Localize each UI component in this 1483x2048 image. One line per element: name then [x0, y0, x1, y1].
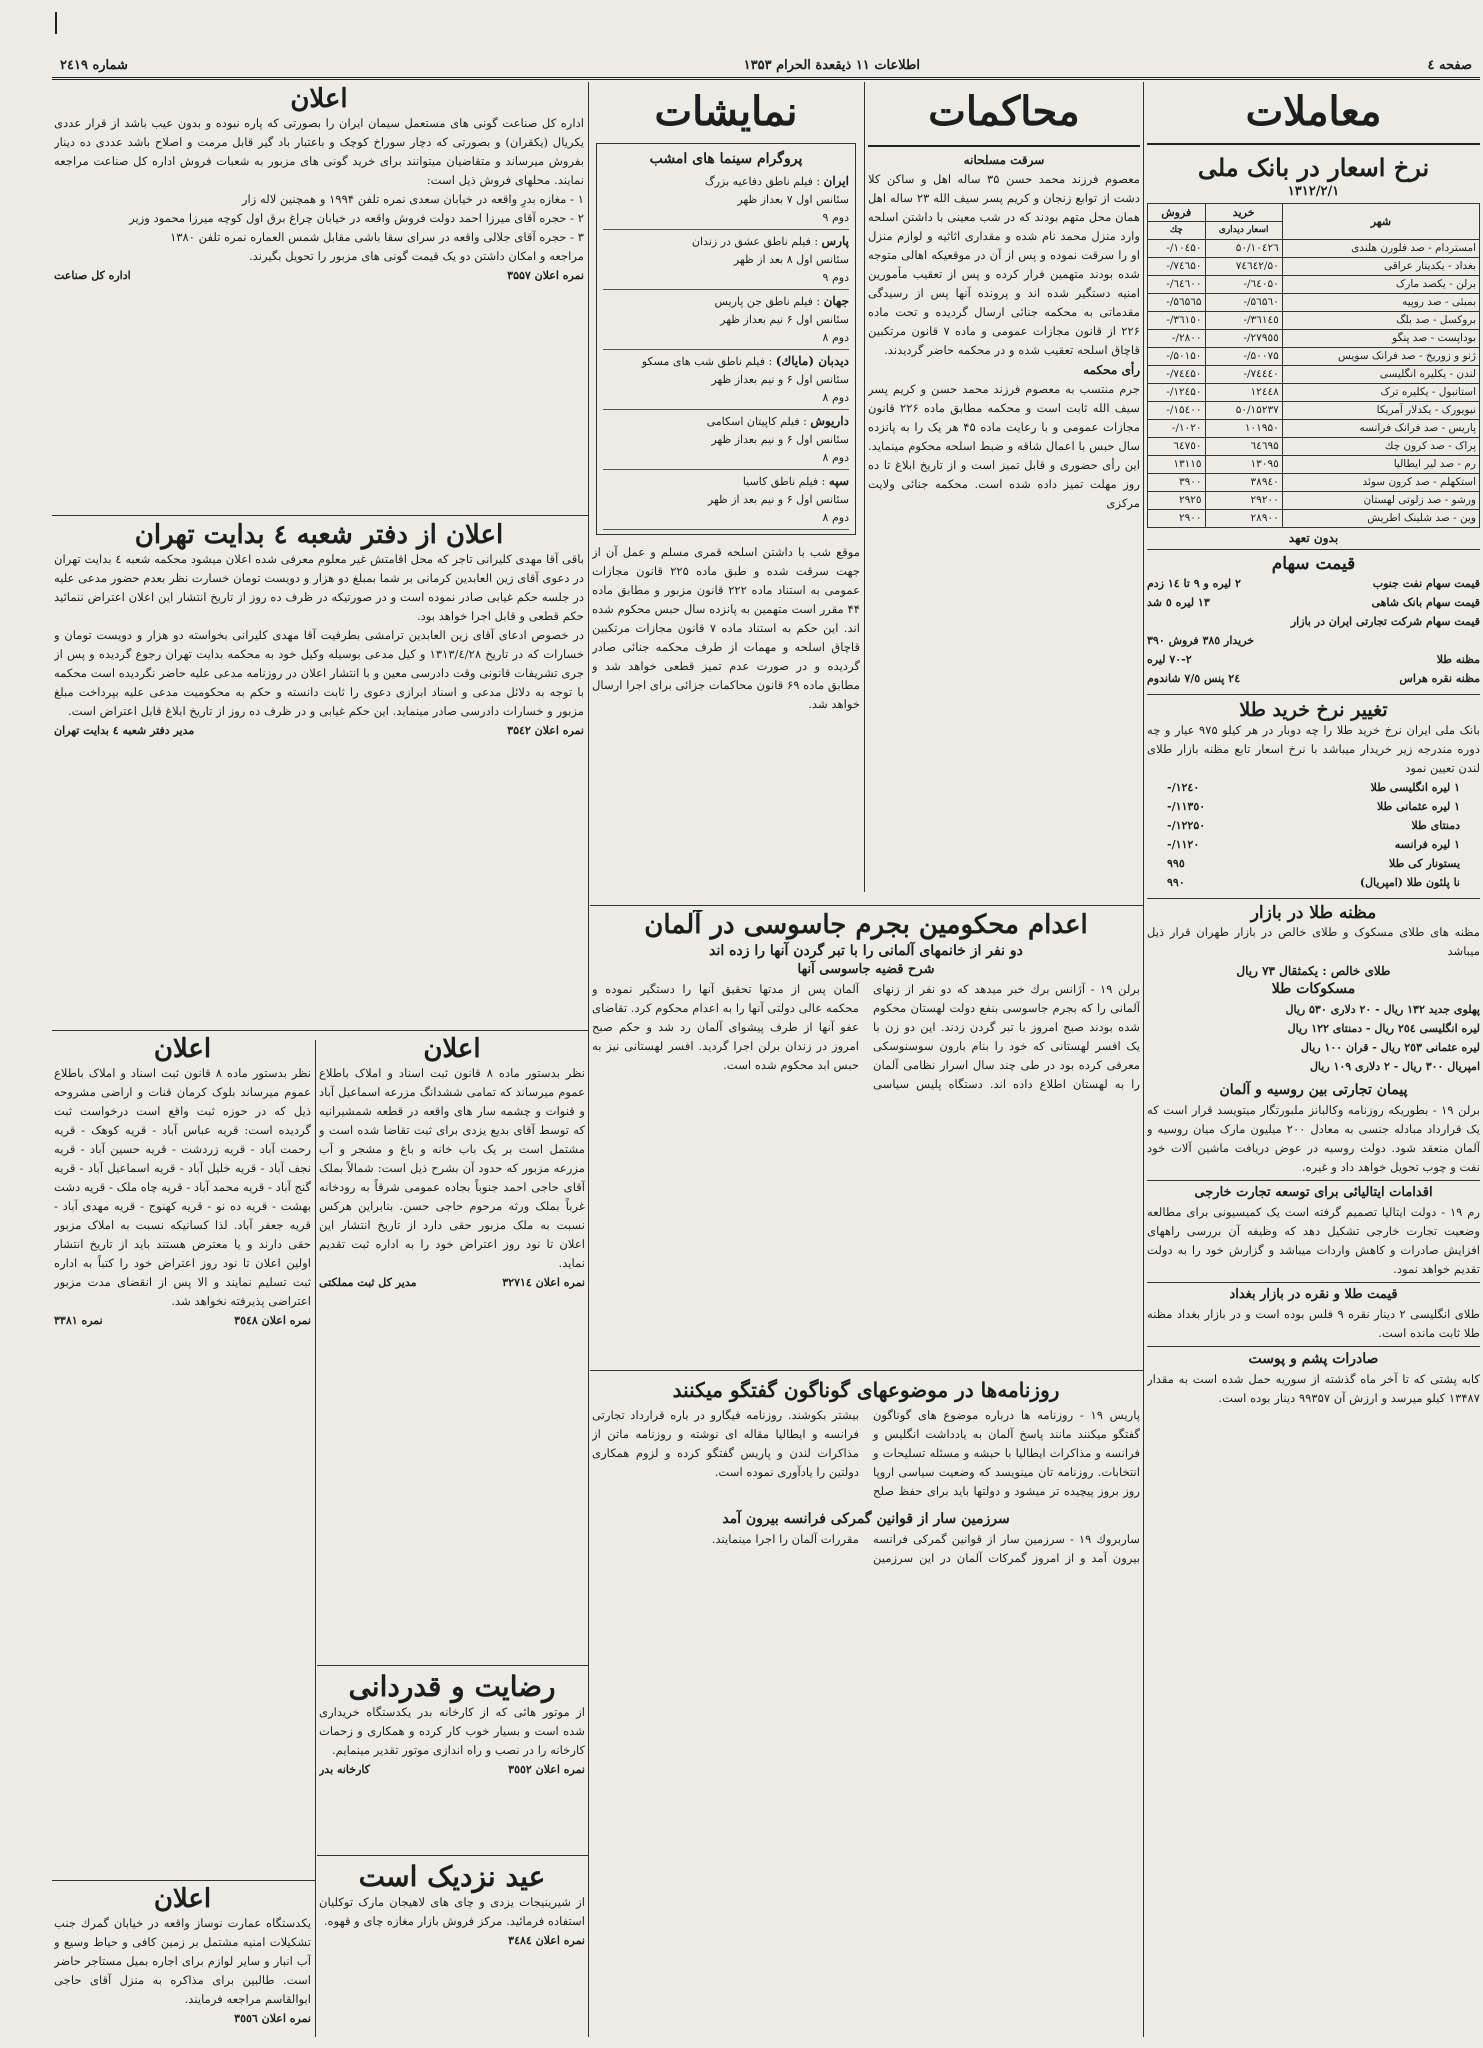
cinema-session-2: دوم ۸ [822, 511, 849, 524]
notice-4-number: نمره اعلان ٣٢٧١٤ [502, 1276, 585, 1289]
rate-row [1148, 348, 1480, 366]
notice-2-text: باقی آقا مهدی کلیرانی تاجر که محل اقامتش غیر معلوم معرفی شده اعلان میشود محکمه شعبه ٤ بدایت تهران در دعوی آقای زین العابدین کرمانی بر شما بمبلغ دو هزار و دویست تومان خسارت نظر بعدم حضور مدعی علیه در جلسه حکم غیابی صادر نموده است و در صورتیکه در ظرف ده روز از تاریخ انتشار این اعلان اعتراض ننمائید حکم قطعی و قابل اجرا خواهد بود. [54, 552, 584, 623]
rule-sat-top [317, 1665, 588, 1666]
share-label: قیمت سهام بانک شاهی [1371, 596, 1480, 609]
satisfaction-number: نمره اعلان ٣٥٥٢ [508, 1763, 585, 1776]
rate-buy: ۵۰۰٧۵/- [1205, 348, 1282, 366]
share-label: مظنه طلا [1436, 653, 1480, 666]
rate-sell: ٢٩٠٠ [1148, 510, 1206, 528]
cinema-line: جهان : فیلم ناطق جن پاریس [714, 294, 849, 308]
satisfaction-notice [319, 1670, 585, 1850]
rate-city: بمبئی - صد روپیه [1282, 294, 1479, 312]
satisfaction-sign: کارخانه بدر [319, 1763, 370, 1776]
rate-sell: ٢٩٢٥ [1148, 492, 1206, 510]
pure-gold: طلای خالص : یکمثقال ٧٣ ریال [1236, 964, 1391, 978]
gold-label: ۱ لیره انگلیسی طلا [1370, 781, 1460, 794]
col-city: شهر [1282, 204, 1479, 240]
page-number: صفحه ٤ [1427, 58, 1472, 73]
notice-5 [54, 1884, 311, 2038]
col-buy-sub: اسعار دیداری [1205, 222, 1282, 240]
notice-1-item: ۲ - حجره آقای میرزا احمد دولت فروش واقعه در خیابان چراغ برق اول کوچه میرزا محمود وزیر [129, 211, 584, 225]
rate-sell: ١٠٢٠/- [1148, 420, 1206, 438]
case-title: سرقت مسلحانه [868, 145, 1140, 167]
verdict-title: رأی محکمه [1083, 363, 1140, 377]
rate-buy: ١٢٤٤٨ [1205, 384, 1282, 402]
notice-4-text: نظر بدستور ماده ۸ قانون ثبت اسناد و املاک باطلاع عموم میرساند که تمامی ششدانگ مزرعه اسماعیل آباد و قنوات و چشمه سار های واقعه در قطعه شمشیرانیه که توسط آقای بدیع یزدی برای ثبت تقاضا شده است و مشتمل است بر یک باب خانه و باغ و مشجر و آب مزرعه مزبور که حدود آن بشرح ذیل است: شمالاً بملک آقای حاجی احمد جنوباً بجاده عمومی شرقاً به رودخانه غرباً بملک ورثه مرحوم حاجی حسن. بنابراین هرکس نسبت به ملک مزبور حقی دارد از تاریخ انتشار این اعلان تا نود روز اعتراض خود را به اداره ثبت تقدیم نماید. [319, 1066, 585, 1270]
rate-buy: ٦٤٦٩۵ [1205, 438, 1282, 456]
case-text: معصوم فرزند محمد حسن ۳۵ ساله اهل و ساکن کلا دشت از توابع زنجان و کریم پسر سیف الله ۲۳ ساله اهل همان محل متهم بودند که در شب معینی با داشتن اسلحه وارد منزل محمد نام شده و مقداری اثاثیه و لوازم منزل او را سرقت نموده و پس از آن در موقعیکه اهالی متوجه شده بودند متهمین فرار کرده و پس از تعقیب مأمورین امنیه دستگیر شده اند و پرونده آنها پس از رسیدگی مقدماتی به محکمه جنائی ارسال گردیده و تحت ماده ۲۲۶ از قانون مجازات عمومی و ماده ۷ قانون مرتکبین قاچاق اسلحه تعقیب شده و در محکمه حاضر گردیدند. [868, 172, 1140, 357]
rate-sell: ١٢٤۵٠/- [1148, 384, 1206, 402]
rate-buy: ٣٦١٤٥/- [1205, 312, 1282, 330]
rate-city: امستردام - صد فلورن هلندی [1282, 240, 1479, 258]
trade-column [1147, 84, 1480, 2039]
rate-row [1148, 510, 1480, 528]
rate-buy: ٢٨٩٠٠ [1205, 510, 1282, 528]
share-label: مظنه نقره هراس [1399, 672, 1480, 685]
rate-sell: ٢٨٠٠/- [1148, 330, 1206, 348]
eid-text: از شیرینیجات یزدی و چای های لاهیجان مارک توکلیان استفاده فرمائید. مرکز فروش بازار مغازه چای و قهوه. [319, 1895, 585, 1928]
cinema-film: فیلم ناطق عشق در زندان [691, 235, 811, 248]
rate-city: نیویورک - یکدلار آمریکا [1282, 402, 1479, 420]
export-text: کابه پشتی که تا آخر ماه گذشته از سوریه حمل شده است به مقدار ۱۳۴۸۷ کیلو میرسد و ارزش آن ۹۹۳۵۷ دینار بوده است. [1147, 1372, 1480, 1405]
rate-buy: ٦٤۰۵٠/- [1205, 276, 1282, 294]
rule-eid-top [317, 1855, 588, 1856]
spy-subtitle: دو نفر از خانمهای آلمانی را با تبر گردن آنها را زده اند [709, 943, 1023, 959]
rate-sell: ٧٤٤۵٠/- [1148, 366, 1206, 384]
cinema-entry [603, 170, 849, 230]
notice-5-text: یکدستگاه عمارت نوساز واقعه در خیابان گمرك جنب تشکیلات امنیه مشتمل بر زمین کافی و حیاط وسیع و آب انبار و سایر لوازم برای اجاره بمیل مستاجر حاضر است. طالبین برای مذاکره به منزل آقای حاجی ابوالقاسم مراجعه فرمایند. [54, 1916, 311, 2006]
rate-city: لندن - یکلیره انگلیسی [1282, 366, 1479, 384]
rate-row [1148, 240, 1480, 258]
notice-2 [54, 520, 584, 1025]
baghdad-title: قیمت طلا و نقره در بازار بغداد [1147, 1282, 1480, 1302]
customs-text: ساربروك ۱۹ - سرزمین سار از قوانین گمرکی فرانسه بیرون آمد و از امروز گمرکات آلمان در این سرزمین مقررات آلمان را اجرا مینمایند. [711, 1532, 1140, 1565]
court-title: محاکمات [928, 88, 1080, 135]
cinema-name: سپه [828, 474, 849, 488]
pact-text: برلن ۱۹ - بطوریکه روزنامه وکالبانز ملبورتگار میتویسد قرار است که یک قرارداد مبادله جنسی به معادل ۲۰۰ میلیون مارک میان روسیه و آلمان منعقد شود. دولت روسیه در عوض دریافت ماشین آلات خود نفت و چوب تحویل خواهد داد و غیره. [1147, 1103, 1480, 1174]
pact-title: پیمان تجارتی بین روسیه و آلمان [1219, 1082, 1408, 1098]
cinema-entry [603, 410, 849, 470]
rates-table [1147, 203, 1480, 528]
share-row [1147, 574, 1480, 593]
cinema-session-2: دوم ۸ [822, 331, 849, 344]
share-row [1147, 650, 1480, 669]
rate-city: بوداپست - صد پنگو [1282, 330, 1479, 348]
notice-3-text: نظر بدستور ماده ۸ قانون ثبت اسناد و املاک باطلاع عموم میرساند بلوک کرمان قنات و اراضی مشروحه ذیل که در حوزه ثبت واقع است درخواست ثبت گردیده است: قریه عباس آباد - قریه کوهک - قریه رحمت آباد - قریه زردشت - قریه حسین آباد - قریه نجف آباد - قریه خلیل آباد - قریه اسماعیل آباد - قریه گنج آباد - قریه محمد آباد - قریه چاه ملک - قریه دشت بهشت - قریه ده نو - قریه کهنوج - قریه مهدی آباد - قریه جعفر آباد. لذا کسانیکه نسبت به املاک مزبور حقی دارند و یا معترض هستند باید از تاریخ انتشار اولین اعلان تا نود روز اعتراض خود را کتباً به اداره ثبت تسلیم نمایند و الا پس از انقضای مدت مزبور اعتراضی پذیرفته نخواهد شد. [54, 1066, 311, 1308]
rate-sell: ۵٦۵٦۵/- [1148, 294, 1206, 312]
rule-n5-top [52, 1880, 315, 1881]
coin-line: لیره انگلیسی ٢٥٤ ریال - دمنتای ١٢٢ ریال [1287, 1022, 1480, 1035]
share-row [1147, 631, 1480, 650]
notice-1-text: اداره کل صناعت گونی های مستعمل سیمان ایران را بصورتی که پاره نبوده و بدون عیب باشد از قرار عددی یکریال (یکقران) و بصورتی که دچار سوراخ کوچک و باعتبار باد گیر قابل مرمت و اصلاح باشد عددی ده دینار بفروش میرساند و متقاضیان میتوانند برای خرید گونی های مزبور به شعبات فروش اداره کل صناعت مراجعه نمایند. محلهای فروش ذیل است: [54, 116, 584, 187]
cinema-name: پارس [821, 234, 849, 248]
eid-ad [319, 1860, 585, 2038]
rate-row [1148, 330, 1480, 348]
gold-row [1167, 854, 1460, 873]
cinema-film: فیلم ناطق جن پاریس [714, 295, 813, 308]
rate-buy: ۱۰٤۲٦/۵۰ [1205, 240, 1282, 258]
notice-2-text-2: در خصوص ادعای آقای زین العابدین ترامشی بطرفیت آقا مهدی کلیرانی بخواسته دو هزار و دویست تومان و خسارات که در تاریخ ١٣١٣/٤/٢٨ و کیل مدعی بوسیله وکیل خود به محکمه بدایت تهران رجوع گردیده و پس از جری تشریفات قانونی وقت دادرسی معین و با انتشار اعلان در روزنامه مدعی علیه حاضر نگردیده است محکمه با توجه به دلائل مدعی و اسناد ابرازی دعوی را ثابت دانسته و حکم به محکومیت مدعی علیه بپرداخت مبلغ مزبور و خسارات دادرسی صادر مینماید. این حکم غیابی و در ظرف ده روز از تاریخ ابلاغ قابل اعتراض است. [54, 628, 584, 718]
notice-1-title: اعلان [290, 84, 348, 114]
gold-value: ١٢٢۵٠/- [1167, 819, 1206, 832]
rate-row [1148, 474, 1480, 492]
cinema-session-1: سئانس اول ۶ و نیم بعداز ظهر [711, 373, 849, 386]
gold-label: نا پلئون طلا (امپریال) [1359, 876, 1460, 889]
gold-label: ١ لیره فرانسه [1394, 838, 1460, 851]
rate-city: برلن - یکصد مارک [1282, 276, 1479, 294]
gold-row [1167, 873, 1460, 892]
col-sell: فروش [1148, 204, 1206, 222]
rate-city: استکهلم - صد کرون سوئد [1282, 474, 1479, 492]
cinema-name: ایران [823, 174, 849, 188]
press-title: روزنامه‌ها در موضوعهای گوناگون گفتگو میکنند [672, 1378, 1060, 1402]
coin-line: امپریال ٣٠٠ ریال - ٢ دلاری ١٠٩ ریال [1309, 1060, 1480, 1073]
masthead [52, 56, 1480, 80]
rate-city: پراک - صد کرون چك [1282, 438, 1479, 456]
col-sell-sub: چك [1148, 222, 1206, 240]
rate-city: وین - صد شلینک اطریش [1282, 510, 1479, 528]
notice-1-item: ۳ - حجره آقای جلالی واقعه در سرای سقا باشی مقابل شمس العماره نمره تلفن ۱۳۸۰ [170, 230, 584, 244]
rate-city: بروکسل - صد بلگ [1282, 312, 1479, 330]
cinema-film: فیلم ناطق شب های مسکو [641, 355, 765, 368]
coins-list [1147, 1000, 1480, 1076]
satisfaction-title: رضایت و قدردانی [348, 1670, 556, 1703]
rate-city: ورشو - صد زلوتی لهستان [1282, 492, 1479, 510]
shows-column [592, 84, 860, 902]
press-text: پاریس ۱۹ - روزنامه ها درباره موضوع های گوناگون گفتگو میکنند مانند پاسخ آلمان به یادداشت انگلیس و فرانسه و مذاکرات ایطالیا با حبشه و مسئله تسلیحات و انتخابات. روزنامه تان مینویسد که وضعیت سیاسی اروپا روز بروز پیچیده تر میشود و دولتها باید برای حفظ صلح بیشتر بکوشند. روزنامه فیگارو در باره قرارداد تجارتی فرانسه و ایطالیا مقاله ای نوشته و روزنامه ماتن از مذاکرات لندن و پاریس گفتگو کرده و لزوم همکاری دولتین را یادآوری نموده است. [592, 1408, 1140, 1498]
rate-row [1148, 492, 1480, 510]
notice-3-number: نمره اعلان ٣٥٤٨ [234, 1314, 311, 1327]
notice-1-footer [54, 266, 584, 285]
notice-3 [54, 1034, 311, 1874]
rule-1 [1143, 82, 1144, 2037]
notice-2-title: اعلان از دفتر شعبه ٤ بدایت تهران [134, 520, 504, 550]
rate-row [1148, 276, 1480, 294]
gold-row [1167, 797, 1460, 816]
rate-buy: ١۵٢٣٧/۵٠ [1205, 402, 1282, 420]
gold-list [1147, 778, 1480, 892]
spy-title: اعدام محکومین بجرم جاسوسی در آلمان [644, 910, 1088, 940]
rate-sell: ١٣١١٥ [1148, 456, 1206, 474]
notice-1-number: نمره اعلان ٣۵۵٧ [507, 269, 584, 282]
court-column [868, 84, 1140, 902]
cinema-entry [603, 470, 849, 530]
coins-title: مسکوکات طلا [1271, 981, 1356, 997]
satisfaction-footer [319, 1760, 585, 1779]
press-article [592, 1374, 1140, 2039]
shares-list [1147, 574, 1480, 688]
rate-city: ژنو و زوریخ - صد فرانک سویس [1282, 348, 1479, 366]
customs-title: سرزمین سار از قوانین گمرکی فرانسه بیرون آمد [722, 1511, 1010, 1527]
italy-title: اقدامات ایتالیائی برای توسعه تجارت خارجی [1147, 1180, 1480, 1200]
share-value: ٢-٧٠ لیره [1147, 653, 1192, 666]
baghdad-text: طلای انگلیسی ۲ دینار نقره ۹ فلس بوده است و در بازار بغداد مظنه طلا ثابت مانده است. [1147, 1307, 1480, 1340]
export-title: صادرات پشم و پوست [1147, 1346, 1480, 1367]
bazaar-title: مظنه طلا در بازار [1147, 898, 1480, 923]
cinema-name: جهان [823, 294, 849, 308]
rule-n2-top [52, 515, 588, 516]
rate-buy: ١٠١٩۵٠ [1205, 420, 1282, 438]
rate-city: استانبول - یکلیره ترک [1282, 384, 1479, 402]
rate-buy: ٢٩٢٠٠ [1205, 492, 1282, 510]
cinema-line: ایران : فیلم ناطق دفاعیه بزرگ [704, 174, 849, 188]
rate-sell: ٦٤٧٥٠ [1148, 438, 1206, 456]
rate-row [1148, 294, 1480, 312]
coin-line: پهلوی جدید ١٣٢ ریال - ٢٠ دلاری ۵٣٠ ریال [1285, 1003, 1480, 1016]
rate-city: بغداد - یکدینار عراقی [1282, 258, 1479, 276]
cinema-entry [603, 350, 849, 410]
rate-row [1148, 456, 1480, 474]
spy-text: برلن ۱۹ - آژانس برك خبر میدهد که دو نفر از زنهای آلمانی را که بجرم جاسوسی بنفع دولت لهستان محکوم شده بودند صبح امروز با تبر گردن زدند. این دو زن با یک افسر لهستانی که خود را بنام بارون سوسنوسکی معرفی کرده بود در طی چند سال اسرار نظامی آلمان را به لهستان اطلاع داده اند. دستگاه پلیس سیاسی آلمان پس از مدتها تحقیق آنها را دستگیر نموده و محکمه عالی دولتی آنها را به اعدام محکوم کرد. تقاضای عفو آنها از طرف پیشوای آلمان رد شد و حکم صبح امروز در زندان برلن اجرا گردید. افسر لهستانی نیز به حبس ابد محکوم شده است. [592, 982, 1140, 1091]
rate-row [1148, 402, 1480, 420]
rate-row [1148, 420, 1480, 438]
rate-buy: ١٣٠٩٥ [1205, 456, 1282, 474]
gold-value: ١١٣٥٠/- [1167, 800, 1206, 813]
cinema-film: فیلم کاپیتان اسکامی [706, 415, 800, 428]
notice-5-footer [54, 2009, 311, 2028]
gold-row [1167, 778, 1460, 797]
share-value: خریدار ٣٨٥ فروش ٣٩٠ [1147, 634, 1255, 647]
gold-value: ١٢٤٠/- [1167, 781, 1200, 794]
rates-title: نرخ اسعار در بانک ملی [1147, 143, 1480, 182]
gold-row [1167, 835, 1460, 854]
shows-title: نمایشات [654, 88, 798, 135]
share-row [1147, 593, 1480, 612]
rule-3 [588, 82, 589, 2037]
rate-buy: ٧٤٤٤٠/- [1205, 366, 1282, 384]
shows-case-text: موقع شب با داشتن اسلحه قمری مسلم و عمل آن از جهت سرقت شده و طبق ماده ۲۲۵ قانون مجازات عمومی به استناد ماده ۲۲۲ قانون مزبور و مطابق ماده ۴۴ مقرر است متهمین به پانزده سال حبس محکوم شده اند. این حکم به استناد ماده ۷ قانون مجازات مرتکبین قاچاق اسلحه و مهمات از طرف محکمه جنائی صادر گردیده و در صورت عدم تمیز قطعی خواهد شد و مطابق ماده ۶۹ قانون محاکمات جزائی برای اجرا ارسال خواهد شد. [592, 545, 860, 711]
rule-n3-top [52, 1030, 588, 1031]
notice-2-footer [54, 721, 584, 740]
page-edge-mark [55, 12, 57, 34]
shares-title: قیمت سهام [1147, 549, 1480, 574]
cinema-program-title: پروگرام سینما های امشب [649, 151, 803, 167]
rate-sell: ٣٦١٥٠/- [1148, 312, 1206, 330]
gold-row [1167, 816, 1460, 835]
rate-sell: ٦٤٦۰۰/- [1148, 276, 1206, 294]
rule-spy-top [590, 905, 1143, 906]
notice-2-number: نمره اعلان ٣۵٤٢ [507, 724, 584, 737]
rule-4 [315, 1040, 316, 2037]
cinema-session-2: دوم ۹ [822, 271, 849, 284]
share-value: ٢٤ پنس ٧/٥ شاندوم [1147, 672, 1241, 685]
notice-3-title: اعلان [153, 1034, 212, 1064]
cinema-entry [603, 290, 849, 350]
eid-footer [319, 1931, 585, 1950]
share-label: قیمت سهام شرکت تجارتی ایران در بازار [1290, 615, 1480, 628]
notice-1-items [54, 190, 584, 247]
rule-2 [864, 82, 865, 892]
notice-4-footer [319, 1273, 585, 1292]
share-row [1147, 612, 1480, 631]
notice-3-sign: نمره ٣٣٨١ [54, 1314, 103, 1327]
notice-1-item: ۱ - مغازه بدرِ واقعه در خیابان سعدی نمره تلفن ۱۹۹۴ و همچنین لاله زار [241, 192, 584, 206]
cinema-list [603, 170, 849, 530]
cinema-film: فیلم ناطق کاسیا [742, 475, 819, 488]
rate-row [1148, 258, 1480, 276]
notice-5-number: نمره اعلان ٣٥٥٦ [234, 2012, 311, 2025]
gold-value: ٩٩٥ [1167, 857, 1185, 870]
rate-row [1148, 312, 1480, 330]
spy-article [592, 910, 1140, 1365]
rate-row [1148, 366, 1480, 384]
gold-value: ١١٢٠/- [1167, 838, 1200, 851]
notice-3-footer [54, 1311, 311, 1330]
cinema-name: دیدبان (مایاك) [775, 354, 849, 368]
rates-body [1148, 240, 1480, 528]
rate-city: پاریس - صد فرانک فرانسه [1282, 420, 1479, 438]
rate-buy: ۷٤٦٤۲/۵۰ [1205, 258, 1282, 276]
cinema-program-box [596, 143, 856, 535]
gold-label: دمنتای طلا [1411, 819, 1460, 832]
rate-sell: ۱۰٤۵۰/- [1148, 240, 1206, 258]
cinema-line: پارس : فیلم ناطق عشق در زندان [691, 234, 849, 248]
rate-buy: ٣٨٩٤٠ [1205, 474, 1282, 492]
eid-title: عید نزدیک است [358, 1860, 546, 1893]
rate-buy: ۵٦۵٦۰/- [1205, 294, 1282, 312]
cinema-session-1: سئانس اول ۶ و نیم بعد از ظهر [707, 493, 849, 506]
gold-text: بانک ملی ایران نرخ خرید طلا را چه دوبار در هر کیلو ۹۷۵ عیار و چه دوره مندرجه زیر خریدار میباشد با نرخ اسعار تابع مظنه بازار طلای لندن تعیین نمود [1147, 723, 1480, 775]
cinema-session-1: سئانس اول ۷ بعداز ظهر [737, 193, 849, 206]
issue-number: شماره ۲٤۱۹ [60, 58, 128, 73]
cinema-session-1: سئانس اول ۶ نیم بعداز ظهر [720, 313, 849, 326]
spy-subtitle-2: شرح قضیه جاسوسی آنها [797, 962, 935, 977]
cinema-line: داریوش : فیلم کاپیتان اسکامی [706, 414, 849, 428]
rate-sell: ١۵٤٠٠/- [1148, 402, 1206, 420]
bazaar-text: مظنه های طلای مسکوک و طلای خالص در بازار طهران قرار ذیل میباشد [1147, 925, 1480, 958]
gold-label: یستونار کی طلا [1389, 857, 1460, 870]
notice-4 [319, 1034, 585, 1662]
share-label: قیمت سهام نفت جنوب [1372, 577, 1480, 590]
rate-buy: ٢٧٩٥٥/- [1205, 330, 1282, 348]
cinema-session-1: سئانس اول ۶ و نیم بعداز ظهر [711, 433, 849, 446]
cinema-line: سپه : فیلم ناطق کاسیا [742, 474, 849, 488]
verdict-text: جرم منتسب به معصوم فرزند محمد حسن و کریم پسر سیف الله ثابت است و محکمه مطابق ماده ۲۲۶ قانون مجازات عمومی و با رعایت ماده ۴۵ هر یک را به پانزده سال حبس با اعمال شاقه و ضبط اسلحه محکوم مینماید. این رأی حضوری و قابل تمیز است و از تاریخ ابلاغ تا ده روز مهلت تمیز داده شده است. محکمه جنائی ولایت مرکزی [868, 382, 1140, 510]
cinema-entry [603, 230, 849, 290]
gold-label: ١ لیره عثمانی طلا [1376, 800, 1460, 813]
share-row [1147, 669, 1480, 688]
rate-row [1148, 438, 1480, 456]
coin-line: لیره عثمانی ٢٥٣ ریال - قران ١٠٠ ریال [1300, 1041, 1480, 1054]
gold-title: تغییر نرخ خرید طلا [1147, 694, 1480, 721]
rate-sell: ۷٤٦۵۰/- [1148, 258, 1206, 276]
rule-press-top [590, 1370, 1143, 1371]
col-buy: خرید [1205, 204, 1282, 222]
rate-sell: ٣٩٠٠ [1148, 474, 1206, 492]
italy-text: رم ۱۹ - دولت ایتالیا تصمیم گرفته است یک کمیسیونی برای مطالعه وضعیت تجارت خارجی تشکیل دهد که وظیفه آن بررسی راههای افزایش صادرات و کاهش واردات میباشد و گزارش خود را به دولت تقدیم خواهد نمود. [1147, 1205, 1480, 1276]
notice-1-sign: اداره کل صناعت [54, 269, 131, 282]
share-value: ٢ لیره و ٩ تا ١٤ زدم [1147, 577, 1241, 590]
share-value: ١٣ لیره ٥ شد [1147, 596, 1210, 609]
rates-footer: بدون تعهد [1288, 531, 1339, 545]
satisfaction-text: از موتور هائی که از کارخانه بدر یکدستگاه خریداری شده است و بسیار خوب کار کرده و همکاری و زحمات کارخانه را در نصب و راه اندازی موتور تقدیر مینمایم. [319, 1705, 585, 1757]
issue-date: اطلاعات ۱۱ ذیقعدة الحرام ۱۳۵۳ [743, 58, 920, 73]
notice-2-sign: مدیر دفتر شعبه ٤ بدایت تهران [54, 724, 195, 737]
cinema-film: فیلم ناطق دفاعیه بزرگ [704, 175, 813, 188]
cinema-session-1: سئانس اول ۸ بعد از ظهر [733, 253, 849, 266]
rates-date: ۱۳۱۲/۲/۱ [1287, 184, 1340, 199]
notice-4-sign: مدیر کل ثبت مملکتی [319, 1276, 417, 1289]
rate-row [1148, 384, 1480, 402]
cinema-session-2: دوم ۹ [822, 211, 849, 224]
notice-1-closing: مراجعه و امکان داشتن دو یک قیمت گونی های مزبور را تحویل بگیرند. [248, 249, 584, 263]
notice-5-title: اعلان [153, 1884, 212, 1914]
cinema-line: دیدبان (مایاك) : فیلم ناطق شب های مسکو [641, 354, 849, 368]
cinema-session-2: دوم ۸ [822, 451, 849, 464]
notice-1 [54, 84, 584, 512]
cinema-name: داریوش [810, 414, 849, 428]
notice-4-title: اعلان [423, 1034, 481, 1064]
gold-value: ٩٩٠ [1167, 876, 1185, 889]
eid-number: نمره اعلان ٣٤٨٤ [508, 1934, 585, 1947]
rate-sell: ۵۰١۵۰/- [1148, 348, 1206, 366]
cinema-session-2: دوم ۸ [822, 391, 849, 404]
trade-title: معاملات [1245, 88, 1382, 135]
rate-city: رم - صد لیر ایطالیا [1282, 456, 1479, 474]
